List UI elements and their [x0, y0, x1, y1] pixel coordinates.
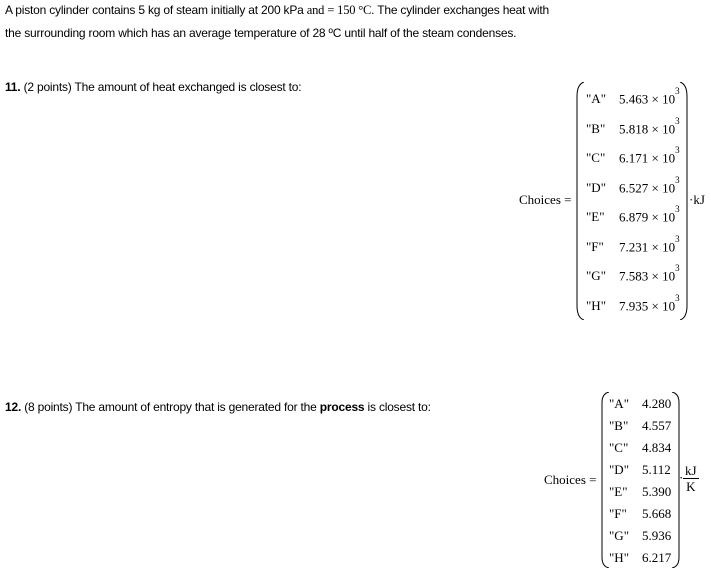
- choice-exponent: 3: [675, 86, 680, 96]
- choice-value: 6.171: [619, 150, 649, 166]
- choices-label: Choices =: [519, 192, 572, 207]
- choice-key: "D": [586, 179, 607, 195]
- choices-matrix: [576, 82, 688, 320]
- statement-temperature: = 150 °C: [327, 3, 372, 17]
- problem-statement-line-2: the surrounding room which has an average temperature of 28 ºC until half of the steam condenses.: [5, 26, 517, 40]
- choice-value: 4.834: [642, 440, 672, 455]
- choice-value: 6.527: [619, 179, 649, 195]
- choice-key: "B": [586, 120, 606, 136]
- problem-statement-line-1: [5, 0, 549, 20]
- choice-value: 5.668: [642, 506, 672, 521]
- choice-multiplier: × 10: [651, 238, 676, 254]
- choice-row: [586, 263, 680, 284]
- choice-row: [609, 440, 671, 456]
- unit-numerator: kJ: [685, 463, 697, 478]
- choice-value: 5.818: [619, 120, 649, 136]
- question-11: [5, 80, 301, 94]
- choice-value: 5.112: [642, 462, 671, 477]
- choice-row: [586, 233, 680, 255]
- choice-key: "G": [586, 268, 607, 284]
- choice-key: "C": [586, 150, 606, 166]
- statement-text: A piston cylinder contains 5 kg of steam initially at 200 kPa: [5, 3, 304, 17]
- choice-exponent: 3: [675, 115, 680, 126]
- choice-key: "G": [609, 528, 630, 543]
- choice-key: "H": [609, 550, 630, 565]
- choice-value: 6.879: [619, 209, 649, 225]
- choices-label: Choices =: [544, 472, 597, 487]
- choice-exponent: 3: [675, 292, 680, 303]
- choice-exponent: 3: [675, 263, 680, 273]
- choice-row: [586, 115, 680, 137]
- choice-value: 7.583: [619, 268, 649, 284]
- choice-value: 5.936: [642, 528, 672, 543]
- choice-row: [586, 174, 680, 196]
- choice-row: [586, 86, 680, 107]
- choice-key: "A": [586, 91, 607, 107]
- choice-exponent: 3: [675, 174, 680, 185]
- choice-multiplier: × 10: [651, 150, 676, 166]
- choice-key: "F": [609, 506, 627, 521]
- choice-key: "H": [586, 297, 607, 313]
- choice-row: [609, 462, 671, 478]
- question-points: (8 points): [24, 400, 73, 414]
- choice-key: "C": [609, 440, 629, 455]
- unit-denominator: K: [686, 479, 696, 494]
- choice-key: "E": [586, 209, 605, 225]
- choices-unit: ·kJ: [689, 192, 705, 207]
- choice-key: "B": [609, 418, 629, 433]
- question-points: (2 points): [23, 80, 72, 94]
- choice-row: [609, 396, 671, 412]
- choice-value: 4.280: [642, 396, 672, 411]
- choice-value: 7.935: [619, 297, 649, 313]
- left-bracket: [576, 82, 586, 320]
- choice-multiplier: × 10: [651, 179, 676, 195]
- choices-matrix: [601, 392, 680, 568]
- choice-multiplier: × 10: [651, 91, 676, 107]
- question-text-bold: process: [319, 400, 365, 414]
- choice-row: [609, 550, 671, 566]
- choice-value: 4.557: [642, 418, 672, 433]
- statement-and: and: [306, 3, 325, 17]
- problem-statement: [5, 0, 549, 43]
- question-text: The amount of entropy that is generated for the: [75, 400, 317, 414]
- choice-row: [609, 528, 671, 544]
- question-text-end: is closest to:: [367, 400, 431, 414]
- choice-key: "D": [609, 462, 630, 477]
- choice-multiplier: × 10: [651, 120, 676, 136]
- choice-value: 6.217: [642, 550, 672, 565]
- choice-value: 5.390: [642, 484, 672, 499]
- choice-key: "E": [609, 484, 628, 499]
- question-number: 12.: [5, 400, 22, 414]
- question-12: [5, 400, 431, 414]
- choice-row: [586, 145, 680, 166]
- unit-dot: ·: [679, 470, 684, 485]
- choice-row: [586, 292, 680, 314]
- choice-multiplier: × 10: [651, 268, 676, 284]
- choice-value: 7.231: [619, 238, 649, 254]
- choice-value: 5.463: [619, 91, 649, 107]
- choice-exponent: 3: [675, 204, 680, 214]
- choice-key: "F": [586, 238, 604, 254]
- question-number: 11.: [5, 80, 21, 94]
- choice-row: [609, 484, 671, 500]
- choice-row: [586, 204, 680, 225]
- choice-key: "A": [609, 396, 630, 411]
- choice-exponent: 3: [675, 233, 680, 244]
- choice-row: [609, 506, 671, 522]
- choice-multiplier: × 10: [651, 297, 676, 313]
- choice-row: [609, 418, 671, 434]
- choice-exponent: 3: [675, 145, 680, 155]
- statement-text-cont: . The cylinder exchanges heat with: [371, 3, 549, 17]
- choices-unit-fraction: [683, 463, 699, 495]
- question-text: The amount of heat exchanged is closest to:: [74, 80, 302, 94]
- choice-multiplier: × 10: [651, 209, 676, 225]
